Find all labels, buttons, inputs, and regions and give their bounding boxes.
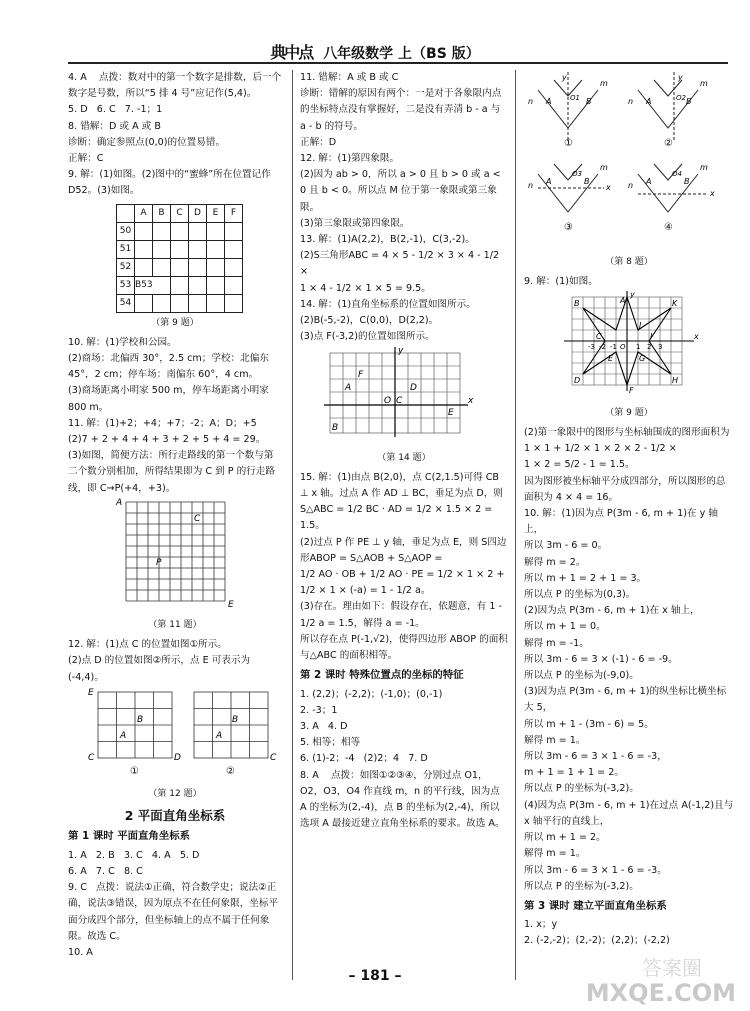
answer-14-1: 14. 解：(1)直角坐标系的位置如图所示。: [300, 298, 476, 310]
svg-text:x: x: [710, 189, 715, 198]
answer-10-line: 所以点 P 的坐标为(-9,0)。: [524, 670, 639, 682]
answer-11-wrong: 11. 错解：A 或 B 或 C: [300, 72, 399, 83]
svg-text:F: F: [358, 370, 364, 381]
svg-text:B: B: [684, 177, 690, 186]
answer-10-line: 所以点 P 的坐标为(-3,2)。: [524, 783, 639, 795]
svg-text:O: O: [620, 342, 626, 351]
book-logo: 典中点: [270, 43, 313, 62]
answer-5-7: 5. D 6. C 7. -1；1: [68, 104, 163, 116]
lesson-3-title: 第 3 课时 建立平面直角坐标系: [524, 899, 667, 912]
answer-9-1: 9. 解：(1)如图。: [524, 276, 598, 288]
svg-text:②: ②: [226, 765, 235, 777]
svg-text:1: 1: [636, 342, 641, 351]
answer-10-2: (2)因为点 P(3m - 6, m + 1)在 x 轴上，: [524, 605, 700, 617]
svg-text:G: G: [639, 353, 646, 363]
svg-text:-1: -1: [610, 342, 617, 351]
svg-text:A: A: [216, 730, 223, 741]
caption-12: （第 12 题）: [148, 789, 202, 800]
svg-text:B: B: [574, 298, 580, 308]
answer-11-1: 11. 解：(1)+2；+4；+7；-2；A；D；+5: [68, 417, 257, 429]
page-number: – 181 –: [348, 968, 402, 984]
answer-10-line: 解得 m = 2。: [524, 556, 586, 568]
lesson2-answer-5: 5. 相等；相等: [300, 737, 361, 749]
svg-text:O: O: [384, 396, 392, 407]
svg-text:m: m: [700, 163, 708, 172]
answer-13-2b: 1 × 4 - 1/2 × 1 × 5 = 9.5。: [300, 282, 431, 294]
svg-text:A: A: [546, 97, 552, 106]
answer-15-3: (3)存在。理由如下：假设存在，依题意，有 1 - 1/2 a = 1.5，解得 a = -1。: [300, 601, 506, 629]
answer-15-2c: 1/2 × 1 × (-a) = 1 - 1/2 a。: [300, 585, 431, 597]
lesson1-answers-1-5: 1. A 2. B 3. C 4. A 5. D: [68, 849, 200, 861]
svg-text:n: n: [528, 97, 534, 106]
answer-15-2a: (2)过点 P 作 PE ⊥ y 轴，垂足为点 E，则 S四边形ABOP = S△AOB + S△AOP =: [300, 536, 507, 564]
answer-8-diagnosis: 诊断：确定参照点(0,0)的位置易错。: [68, 136, 226, 148]
svg-text:C: C: [88, 752, 95, 763]
figure-14: [300, 345, 508, 441]
answer-10-line: 所以 m + 1 - (3m - 6) = 5。: [524, 718, 654, 730]
caption-9b: （第 9 题）: [605, 407, 653, 418]
svg-text:J: J: [639, 320, 642, 330]
answer-10-line: 所以 m + 1 = 2。: [524, 832, 606, 844]
figure-11: [68, 497, 282, 609]
svg-text:E: E: [228, 599, 234, 609]
svg-text:D: D: [174, 752, 181, 763]
svg-text:F: F: [629, 385, 634, 395]
svg-text:A: A: [646, 97, 652, 106]
svg-text:A: A: [116, 497, 123, 508]
svg-text:B: B: [332, 423, 339, 434]
answer-12-3: (3)第三象限或第四象限。: [300, 217, 410, 229]
answer-12-1: 12. 解：(1)点 C 的位置如图①所示。: [68, 639, 227, 651]
section-title: 2 平面直角坐标系: [124, 808, 226, 824]
svg-text:y: y: [398, 346, 404, 357]
column-divider-1: [292, 70, 293, 980]
answer-13-2a: (2)S三角形ABC = 4 × 5 - 1/2 × 3 × 4 - 1/2 ×: [300, 250, 503, 278]
svg-text:D: D: [574, 375, 581, 385]
lesson2-answer-2: 2. -3；1: [300, 704, 338, 716]
answer-11-3: (3)如图，简便方法：所行走路线的第一个数与第二个数分别相加，所得结果即为 C 到 P 的行走路线，即 C→P(+4，+3)。: [68, 450, 275, 494]
answer-10-line: 解得 m = 1。: [524, 734, 586, 746]
answer-10-line: 所以点 P 的坐标为(0,3)。: [524, 589, 636, 601]
answer-4: 4. A 点拨：数对中的第一个数字是排数，后一个数字是号数，所以“5 排 4 号”应记作(5,4)。: [68, 72, 282, 100]
svg-text:E: E: [608, 353, 614, 363]
answer-13-1: 13. 解：(1)A(2,2)，B(2,-1)，C(3,-2)。: [300, 234, 475, 246]
watermark-text: 答案圈: [642, 956, 702, 980]
svg-text:n: n: [628, 181, 634, 190]
svg-text:A: A: [120, 730, 127, 741]
svg-text:B: B: [232, 714, 239, 725]
svg-text:B: B: [686, 97, 692, 106]
svg-text:B: B: [137, 714, 144, 725]
svg-text:-2: -2: [599, 342, 606, 351]
lesson1-answers-6-8: 6. A 7. C 8. C: [68, 865, 143, 877]
answer-10-line: 所以 3m - 6 = 3 × 1 - 6 = -3，: [524, 751, 667, 763]
svg-text:3: 3: [658, 342, 663, 351]
svg-text:y: y: [678, 73, 683, 82]
lesson2-answer-8: 8. A 点拨：如图①②③④，分别过点 O1，O2，O3，O4 作直线 m，n 的平行线，因为点 A 的坐标为(2,-4)，点 B 的坐标为(2,-4)，所以选项 A 最接近建立直角坐标系的要求。故选 A。: [300, 769, 505, 830]
svg-text:m: m: [700, 79, 708, 88]
figure-8: [524, 70, 734, 246]
book-title: 八年级数学 上（BS 版）: [323, 46, 480, 62]
answer-10-line: 所以 3m - 6 = 3 × 1 - 6 = -3。: [524, 864, 667, 876]
svg-text:③: ③: [564, 222, 573, 233]
answer-9-2c: 因为图形被坐标轴平分成四部分，所以图形的总面积为 4 × 4 = 16。: [524, 475, 726, 503]
svg-text:D: D: [410, 383, 417, 394]
answer-10-3: (3)商场距离小明家 500 m，停车场距离小明家 800 m。: [68, 385, 272, 413]
svg-text:①: ①: [564, 138, 573, 149]
answer-14-3: (3)点 F(-3,2)的位置如图所示。: [300, 331, 435, 343]
answer-9-2b: 1 × 2 = 5/2 - 1 = 1.5。: [524, 459, 635, 471]
svg-text:C: C: [396, 396, 403, 407]
svg-text:P: P: [156, 557, 162, 568]
svg-text:②: ②: [664, 138, 673, 149]
page-header: [0, 40, 750, 63]
answer-10-line: 所以 m + 1 = 2 + 1 = 3。: [524, 572, 647, 584]
answer-10-line: 所以点 P 的坐标为(-3,2)。: [524, 880, 639, 892]
answer-15-3b: 所以存在点 P(-1,√2)，使得四边形 ABOP 的面积与△ABC 的面积相等。: [300, 633, 508, 662]
svg-text:O2: O2: [676, 94, 686, 102]
lesson1-answer-9: 9. C 点拨：说法①正确，符合数学史；说法②正确，说法③错误，因为原点不在任何象限，坐标平面分成四个部分，但坐标轴上的点不属于任何象限。故选 C。: [68, 882, 279, 942]
answer-10-2: (2)商场：北偏西 30°，2.5 cm；学校：北偏东 45°，2 cm；停车场：南偏东 60°，4 cm。: [68, 353, 272, 381]
lesson2-answer-6-7: 6. (1)-2；-4 (2)2；4 7. D: [300, 753, 428, 765]
answer-11-correct: 正解：D: [300, 136, 337, 148]
svg-text:A: A: [620, 295, 626, 305]
answer-9: 9. 解：(1)如图。(2)图中的“蜜蜂”所在位置记作 D52。(3)如图。: [68, 169, 274, 197]
lesson-1-title: 第 1 课时 平面直角坐标系: [68, 830, 190, 843]
figure-9b: [524, 291, 734, 397]
lesson2-answer-3-4: 3. A 4. D: [300, 720, 348, 732]
svg-text:x: x: [468, 396, 474, 407]
lesson1-answer-10: 10. A: [68, 946, 93, 958]
svg-text:①: ①: [130, 765, 139, 777]
svg-text:n: n: [628, 97, 634, 106]
svg-text:y: y: [630, 290, 635, 299]
caption-11: （第 11 题）: [148, 620, 202, 631]
svg-text:B: B: [584, 177, 590, 186]
svg-text:x: x: [606, 183, 611, 192]
caption-14: （第 14 题）: [377, 452, 431, 463]
svg-text:H: H: [672, 375, 679, 385]
svg-text:A: A: [646, 177, 652, 186]
svg-text:B: B: [586, 97, 592, 106]
svg-text:E: E: [448, 408, 454, 419]
svg-text:O4: O4: [672, 170, 682, 178]
answer-10-1: 10. 解：(1)因为点 P(3m - 6, m + 1)在 y 轴上，: [524, 508, 718, 536]
answer-8-correct: 正解：C: [68, 153, 104, 165]
svg-text:I: I: [650, 331, 653, 341]
svg-text:x: x: [694, 331, 699, 341]
svg-text:O3: O3: [572, 170, 582, 178]
header-rule: [68, 62, 728, 64]
svg-text:K: K: [672, 298, 678, 308]
lesson3-answer-1: 1. x；y: [524, 919, 558, 931]
column-2: [300, 70, 508, 832]
watermark-site: MXQE.COM: [585, 979, 736, 1007]
column-1: [68, 70, 282, 961]
answer-10-line: 解得 m = -1。: [524, 637, 589, 649]
answer-12-2: (2)点 D 的位置如图②所示，点 E 可表示为(-4,4)。: [68, 655, 251, 683]
svg-text:C: C: [194, 513, 201, 524]
svg-text:O1: O1: [570, 94, 580, 102]
answer-10-4: (4)因为点 P(3m - 6, m + 1)在过点 A(-1,2)且与 x 轴平行的直线上，: [524, 799, 737, 827]
answer-14-2: (2)B(-5,-2)，C(0,0)，D(2,2)。: [300, 315, 439, 327]
svg-text:④: ④: [664, 222, 673, 233]
caption-8: （第 8 题）: [605, 257, 653, 268]
column-divider-2: [515, 70, 516, 980]
svg-text:C: C: [596, 331, 602, 341]
lesson2-answer-1: 1. (2,2)；(-2,2)；(-1,0)；(0,-1): [300, 688, 443, 700]
svg-text:A: A: [345, 383, 352, 394]
svg-text:m: m: [600, 163, 608, 172]
caption-9: （第 9 题）: [151, 317, 199, 328]
svg-text:A: A: [546, 177, 552, 186]
svg-text:C: C: [270, 752, 277, 763]
lesson3-answer-2: 2. (-2,-2)；(2,-2)；(2,2)；(-2,2): [524, 935, 670, 947]
answer-12-1: 12. 解：(1)第四象限。: [300, 153, 400, 165]
answer-10-line: 所以 3m - 6 = 0。: [524, 540, 608, 552]
svg-text:n: n: [528, 181, 534, 190]
svg-text:m: m: [600, 79, 608, 88]
answer-10-line: 所以 3m - 6 = 3 × (-1) - 6 = -9。: [524, 653, 678, 665]
answer-10-line: m + 1 = 1 + 1 = 2。: [524, 767, 624, 779]
column-3: [524, 70, 737, 950]
answer-10-3: (3)因为点 P(3m - 6, m + 1)的纵坐标比横坐标大 5，: [524, 686, 727, 714]
answer-10-line: 所以 m + 1 = 0。: [524, 621, 606, 633]
answer-15-1: 15. 解：(1)由点 B(2,0)，点 C(2,1.5)可得 CB ⊥ x 轴。过点 A 作 AD ⊥ BC，垂足为点 D，则 S△ABC = 1/2 BC · AD = 1/2 × 1.5 × 2 = 1.5。: [300, 471, 506, 532]
answer-9-2a: (2)第一象限中的图形与坐标轴围成的图形面积为 1 × 1 + 1/2 × 1 × 2 × 2 - 1/2 ×: [524, 427, 733, 455]
svg-text:2: 2: [647, 342, 652, 351]
answer-11-2: (2)7 + 2 + 4 + 4 + 3 + 2 + 5 + 4 = 29。: [68, 434, 266, 446]
svg-text:y: y: [562, 73, 567, 82]
answer-11-diagnosis: 诊断：错解的原因有两个：一是对于各象限内点的坐标特点没有掌握好，二是没有弄清 b - a 与 a - b 的符号。: [300, 88, 504, 132]
svg-text:-3: -3: [588, 342, 595, 351]
answer-8-wrong: 8. 错解：D 或 A 或 B: [68, 120, 161, 132]
figure-12: [68, 686, 282, 778]
lesson-2-title: 第 2 课时 特殊位置点的坐标的特征: [300, 669, 464, 682]
answer-10-line: 解得 m = 1。: [524, 848, 586, 860]
answer-12-2: (2)因为 ab > 0，所以 a > 0 且 b > 0 或 a < 0 且 b < 0。所以点 M 位于第一象限或第三象限。: [300, 169, 504, 213]
answer-15-2b: 1/2 AO · OB + 1/2 AO · PE = 1/2 × 1 × 2 +: [300, 569, 505, 581]
figure-9-grid: A B C D E F 50 51 52 53 B53 54: [116, 204, 243, 313]
answer-10-1: 10. 解：(1)学校和公园。: [68, 336, 177, 348]
svg-text:E: E: [88, 687, 94, 698]
